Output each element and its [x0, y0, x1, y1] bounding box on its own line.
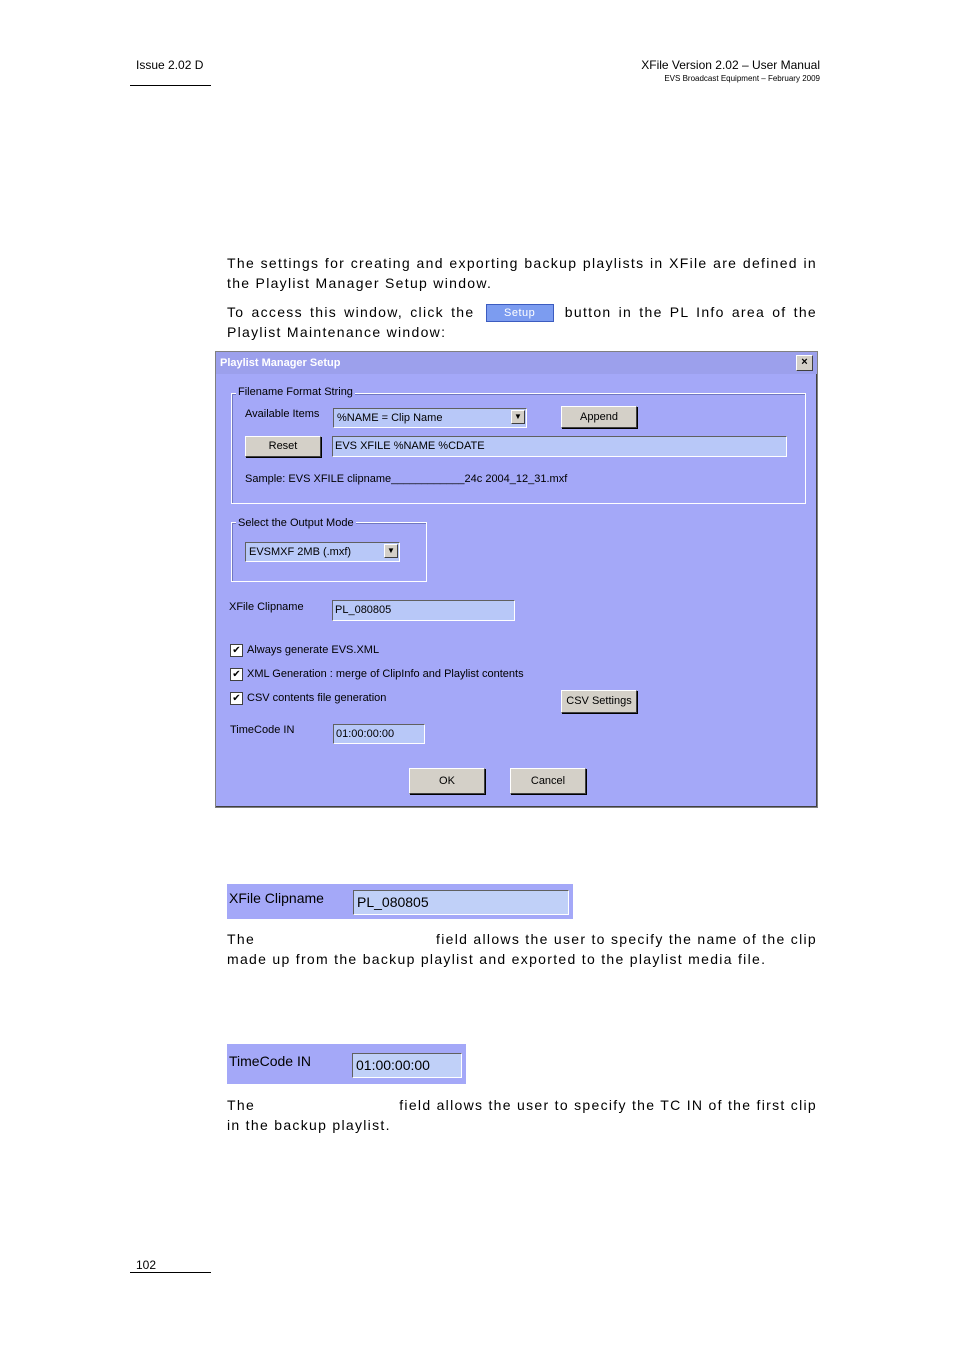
intro-paragraph-1: The settings for creating and exporting backup playlists in XFile are defined in the Playlist Manager Setup window. [227, 255, 817, 291]
sample-text: Sample: EVS XFILE clipname____________24c 2004_12_31.mxf [245, 473, 568, 485]
always-generate-checkbox[interactable]: ✔ [230, 644, 243, 657]
xml-generation-label: XML Generation : merge of ClipInfo and Playlist contents [247, 668, 524, 680]
clipname-input[interactable]: PL_080805 [332, 600, 515, 621]
ok-button[interactable]: OK [409, 768, 485, 794]
page-number: 102 [136, 1258, 157, 1272]
available-items-select[interactable] [333, 408, 527, 428]
output-mode-select[interactable] [245, 542, 400, 562]
crop-clipname-label: XFile Clipname [229, 890, 324, 906]
header-rule [130, 85, 211, 86]
clipname-description [227, 929, 817, 969]
crop-timecode-label: TimeCode IN [229, 1053, 311, 1069]
manual-title: XFile Version 2.02 – User Manual [641, 58, 820, 72]
footer-rule [130, 1272, 211, 1273]
timecode-desc-start: The [227, 1097, 256, 1113]
reset-button[interactable]: Reset [245, 436, 321, 457]
csv-settings-button[interactable]: CSV Settings [561, 690, 637, 713]
available-items-label: Available Items [245, 408, 320, 420]
available-items-value: %NAME = Clip Name [337, 412, 443, 424]
append-button[interactable]: Append [561, 406, 637, 428]
crop-clipname-field: PL_080805 [353, 890, 569, 915]
csv-generation-checkbox[interactable]: ✔ [230, 692, 243, 705]
crop-timecode-field: 01:00:00:00 [352, 1053, 462, 1078]
playlist-manager-setup-dialog [215, 351, 818, 808]
filename-format-group-label: Filename Format String [238, 386, 353, 398]
dialog-title: Playlist Manager Setup [220, 357, 341, 369]
dropdown-arrow-icon[interactable]: ▼ [384, 544, 398, 558]
clipname-desc-rest: field allows the user to specify the name of the clip [436, 931, 817, 947]
clipname-crop [227, 884, 573, 919]
clipname-desc-start: The [227, 931, 256, 947]
xml-generation-checkbox[interactable]: ✔ [230, 668, 243, 681]
timecode-description [227, 1095, 817, 1135]
timecode-input[interactable]: 01:00:00:00 [333, 724, 425, 744]
intro-paragraph-2 [227, 302, 817, 342]
intro-text-after: button in the PL Info area of the Playlist Maintenance window: [227, 304, 817, 341]
csv-generation-label: CSV contents file generation [247, 692, 387, 704]
timecode-desc-line2: in the backup playlist. [227, 1117, 391, 1133]
timecode-label: TimeCode IN [230, 724, 295, 736]
intro-text-before: To access this window, click the [227, 304, 475, 320]
output-mode-value: EVSMXF 2MB (.mxf) [249, 546, 352, 558]
cancel-button[interactable]: Cancel [510, 768, 586, 794]
clipname-desc-line2: made up from the backup playlist and exported to the playlist media file. [227, 951, 767, 967]
dialog-titlebar [216, 352, 817, 374]
always-generate-label: Always generate EVS.XML [247, 644, 380, 656]
manual-subtitle: EVS Broadcast Equipment – February 2009 [664, 74, 820, 83]
timecode-desc-rest: field allows the user to specify the TC IN of the first clip [399, 1097, 817, 1113]
dropdown-arrow-icon[interactable]: ▼ [511, 410, 525, 424]
format-string-input[interactable]: EVS XFILE %NAME %CDATE [332, 436, 787, 457]
issue-label: Issue 2.02 D [136, 58, 204, 72]
setup-button-image: Setup [486, 304, 554, 322]
close-button[interactable]: × [796, 355, 813, 371]
timecode-crop [227, 1044, 466, 1084]
clipname-label: XFile Clipname [229, 601, 304, 613]
header-right [641, 58, 820, 83]
output-mode-group-label: Select the Output Mode [238, 517, 354, 529]
